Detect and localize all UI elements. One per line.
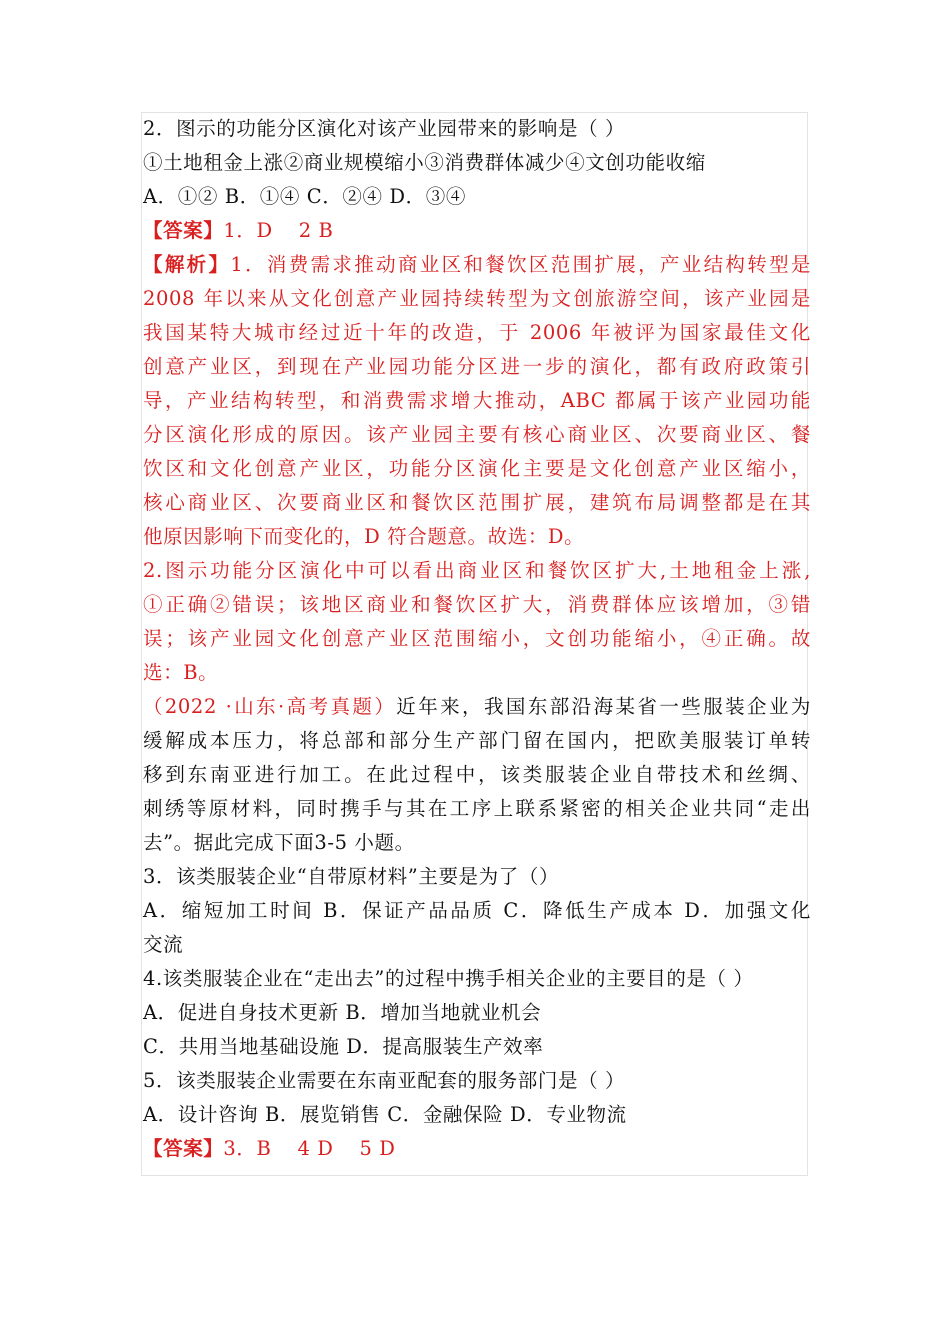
answer-3-5: [143, 1132, 811, 1166]
document-content: [143, 112, 811, 1166]
q4-options: C．共用当地基础设施 D．提高服装生产效率: [143, 1035, 544, 1058]
analysis-line: 导，产业结构转型，和消费需求增大推动，ABC 都属于该产业园功能: [143, 389, 811, 412]
analysis-line: ①正确②错误；该地区商业和餐饮区扩大，消费群体应该增加，③错: [143, 593, 811, 616]
q2-items: ①土地租金上涨②商业规模缩小③消费群体减少④文创功能收缩: [143, 151, 706, 174]
passage-line: 缓解成本压力，将总部和部分生产部门留在国内，把欧美服装订单转: [143, 729, 811, 752]
answer-tag: 【答案】: [143, 1137, 224, 1160]
q4-options: A．促进自身技术更新 B．增加当地就业机会: [143, 1001, 542, 1024]
q5-options: A．设计咨询 B．展览销售 C．金融保险 D．专业物流: [143, 1103, 627, 1126]
passage-line: 去”。据此完成下面3-5 小题。: [143, 831, 415, 854]
answer-5: 5 D: [359, 1137, 396, 1160]
analysis-line: 我国某特大城市经过近十年的改造，于 2006 年被评为国家最佳文化: [143, 321, 811, 344]
answer-tag: 【答案】: [143, 219, 224, 242]
answer-2: 2 B: [298, 219, 334, 242]
analysis-line: 2008 年以来从文化创意产业园持续转型为文创旅游空间，该产业园是: [143, 287, 811, 310]
passage-line: （2022 ·山东·高考真题）近年来，我国东部沿海某省一些服装企业为: [143, 695, 811, 718]
q3-options: A．缩短加工时间 B．保证产品品质 C．降低生产成本 D．加强文化: [143, 899, 811, 922]
analysis-line: 饮区和文化创意产业区，功能分区演化主要是文化创意产业区缩小，: [143, 457, 811, 480]
analysis-line: 误；该产业园文化创意产业区范围缩小，文创功能缩小，④正确。故: [143, 627, 811, 650]
analysis-line: 选：B。: [143, 661, 219, 684]
answer-1-2: [143, 214, 811, 248]
answer-1: 1．D: [223, 219, 273, 242]
analysis-line: 分区演化形成的原因。该产业园主要有核心商业区、次要商业区、餐: [143, 423, 811, 446]
passage-line: 移到东南亚进行加工。在此过程中，该类服装企业自带技术和丝绸、: [143, 763, 811, 786]
answer-3: 3．B: [223, 1137, 272, 1160]
source-label: （2022 ·山东·高考真题）: [143, 695, 397, 718]
analysis-line: 【解析】1．消费需求推动商业区和餐饮区范围扩展，产业结构转型是: [143, 253, 812, 276]
analysis-line: 2.图示功能分区演化中可以看出商业区和餐饮区扩大,土地租金上涨,: [143, 559, 811, 582]
answer-4: 4 D: [297, 1137, 334, 1160]
analysis-line: 核心商业区、次要商业区和餐饮区范围扩展，建筑布局调整都是在其: [143, 491, 811, 514]
q3-options-cont: 交流: [143, 933, 184, 956]
q3-stem: 3．该类服装企业“自带原材料”主要是为了（）: [143, 865, 560, 888]
q2-options: A．①② B．①④ C．②④ D．③④: [143, 185, 466, 208]
q4-stem: 4.该类服装企业在“走出去”的过程中携手相关企业的主要目的是（ ）: [143, 967, 754, 990]
analysis-tag: 【解析】: [143, 253, 231, 276]
passage-line: 刺绣等原材料，同时携手与其在工序上联系紧密的相关企业共同“走出: [143, 797, 811, 820]
q5-stem: 5．该类服装企业需要在东南亚配套的服务部门是（ ）: [143, 1069, 626, 1092]
analysis-line: 他原因影响下而变化的，D 符合题意。故选：D。: [143, 525, 585, 548]
q2-stem: 2．图示的功能分区演化对该产业园带来的影响是（ ）: [143, 117, 626, 140]
analysis-line: 创意产业区，到现在产业园功能分区进一步的演化，都有政府政策引: [143, 355, 811, 378]
